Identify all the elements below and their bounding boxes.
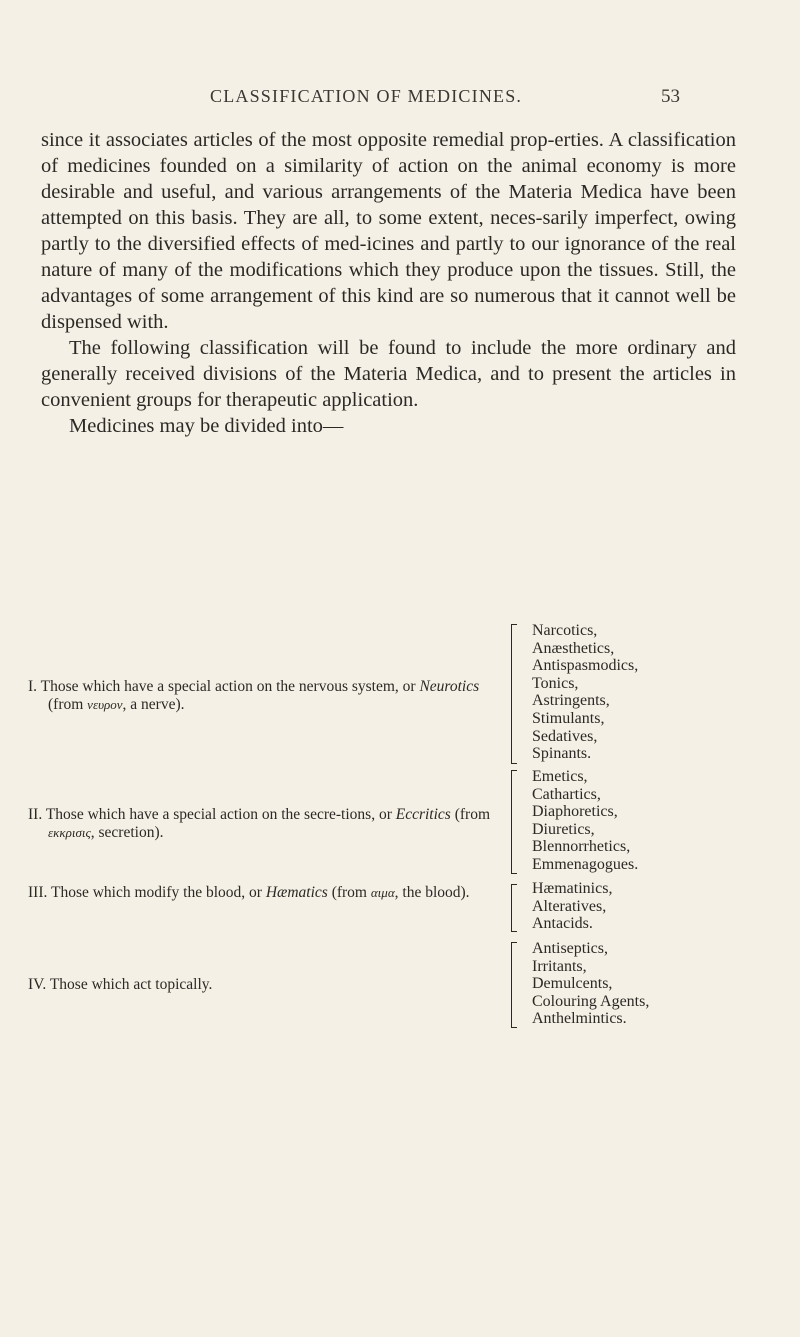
item: Hæmatinics,: [532, 880, 613, 897]
brace: [511, 770, 524, 874]
class-description: [28, 884, 498, 902]
paragraph-1: since it associates articles of the most opposite remedial prop-erties. A classification of medicines founded on a similarity of action on the animal economy is more desirable and useful, and various arrangements of the Materia Medica have been attempted on this basis. They are all, to some extent, neces-sarily imperfect, owing partly to the diversified effects of med-icines and partly to our ignorance of the real nature of many of the modifications which they produce upon the tissues. Still, the advantages of some arrangement of this kind are so numerous that it cannot well be dispensed with.: [41, 129, 736, 333]
greek-word: νευρον: [87, 697, 123, 712]
item: Irritants,: [532, 957, 587, 975]
class-numeral: I.: [28, 678, 38, 695]
class-description: [28, 678, 498, 714]
class-etym-post: , a nerve).: [122, 696, 185, 713]
class-items: [532, 940, 772, 1028]
class-etym-post: , the blood).: [394, 884, 470, 901]
paragraph-3: Medicines may be divided into—: [69, 415, 344, 437]
item: Emetics,: [532, 768, 588, 785]
item: Antacids.: [532, 915, 593, 933]
item: Antiseptics,: [532, 940, 608, 957]
item: Anthelmintics.: [532, 1010, 627, 1028]
item: Stimulants,: [532, 709, 605, 727]
class-desc-lead: Those which have a special action on the secre-tions, or: [45, 806, 396, 823]
class-numeral: III.: [28, 884, 48, 901]
class-desc-lead: Those which act topically.: [49, 976, 213, 993]
item: Sedatives,: [532, 727, 598, 745]
item: Alteratives,: [532, 897, 607, 915]
item: Diuretics,: [532, 820, 595, 838]
item: Narcotics,: [532, 622, 598, 639]
class-term: Hæmatics: [265, 884, 328, 901]
brace: [511, 942, 524, 1028]
class-term: Eccritics: [395, 806, 451, 823]
class-etym-post: , secretion).: [90, 824, 164, 841]
class-desc-lead: Those which modify the blood, or: [50, 884, 266, 901]
body-text: [41, 127, 736, 439]
class-items: [532, 880, 772, 933]
class-items: [532, 768, 772, 874]
class-items: [532, 622, 772, 763]
item: Spinants.: [532, 745, 592, 763]
item: Diaphoretics,: [532, 803, 618, 821]
item: Blennorrhetics,: [532, 838, 631, 856]
class-etym-pre: (from: [450, 806, 490, 823]
brace: [511, 884, 524, 932]
item: Cathartics,: [532, 785, 601, 803]
greek-word: εκκρισις: [48, 825, 91, 840]
item: Antispasmodics,: [532, 657, 639, 675]
class-description: [28, 806, 498, 842]
item: Colouring Agents,: [532, 992, 650, 1010]
class-numeral: IV.: [28, 976, 47, 993]
item: Tonics,: [532, 674, 579, 692]
class-numeral: II.: [28, 806, 43, 823]
running-title: CLASSIFICATION OF MEDICINES.: [210, 86, 523, 106]
class-desc-lead: Those which have a special action on the nervous system, or: [40, 678, 420, 695]
page-number: 53: [661, 86, 680, 107]
item: Astringents,: [532, 692, 610, 710]
item: Anæsthetics,: [532, 639, 615, 657]
class-term: Neurotics: [419, 678, 480, 695]
item: Emmenagogues.: [532, 855, 639, 873]
greek-word: αιμα: [370, 885, 395, 900]
class-description: [28, 976, 498, 994]
class-etym-pre: (from: [327, 884, 371, 901]
brace: [511, 624, 524, 764]
paragraph-2: The following classification will be found to include the more ordinary and generally received divisions of the Materia Medica, and to present the articles in convenient groups for therapeutic application.: [41, 337, 736, 411]
class-etym-pre: (from: [48, 696, 88, 713]
item: Demulcents,: [532, 975, 613, 993]
